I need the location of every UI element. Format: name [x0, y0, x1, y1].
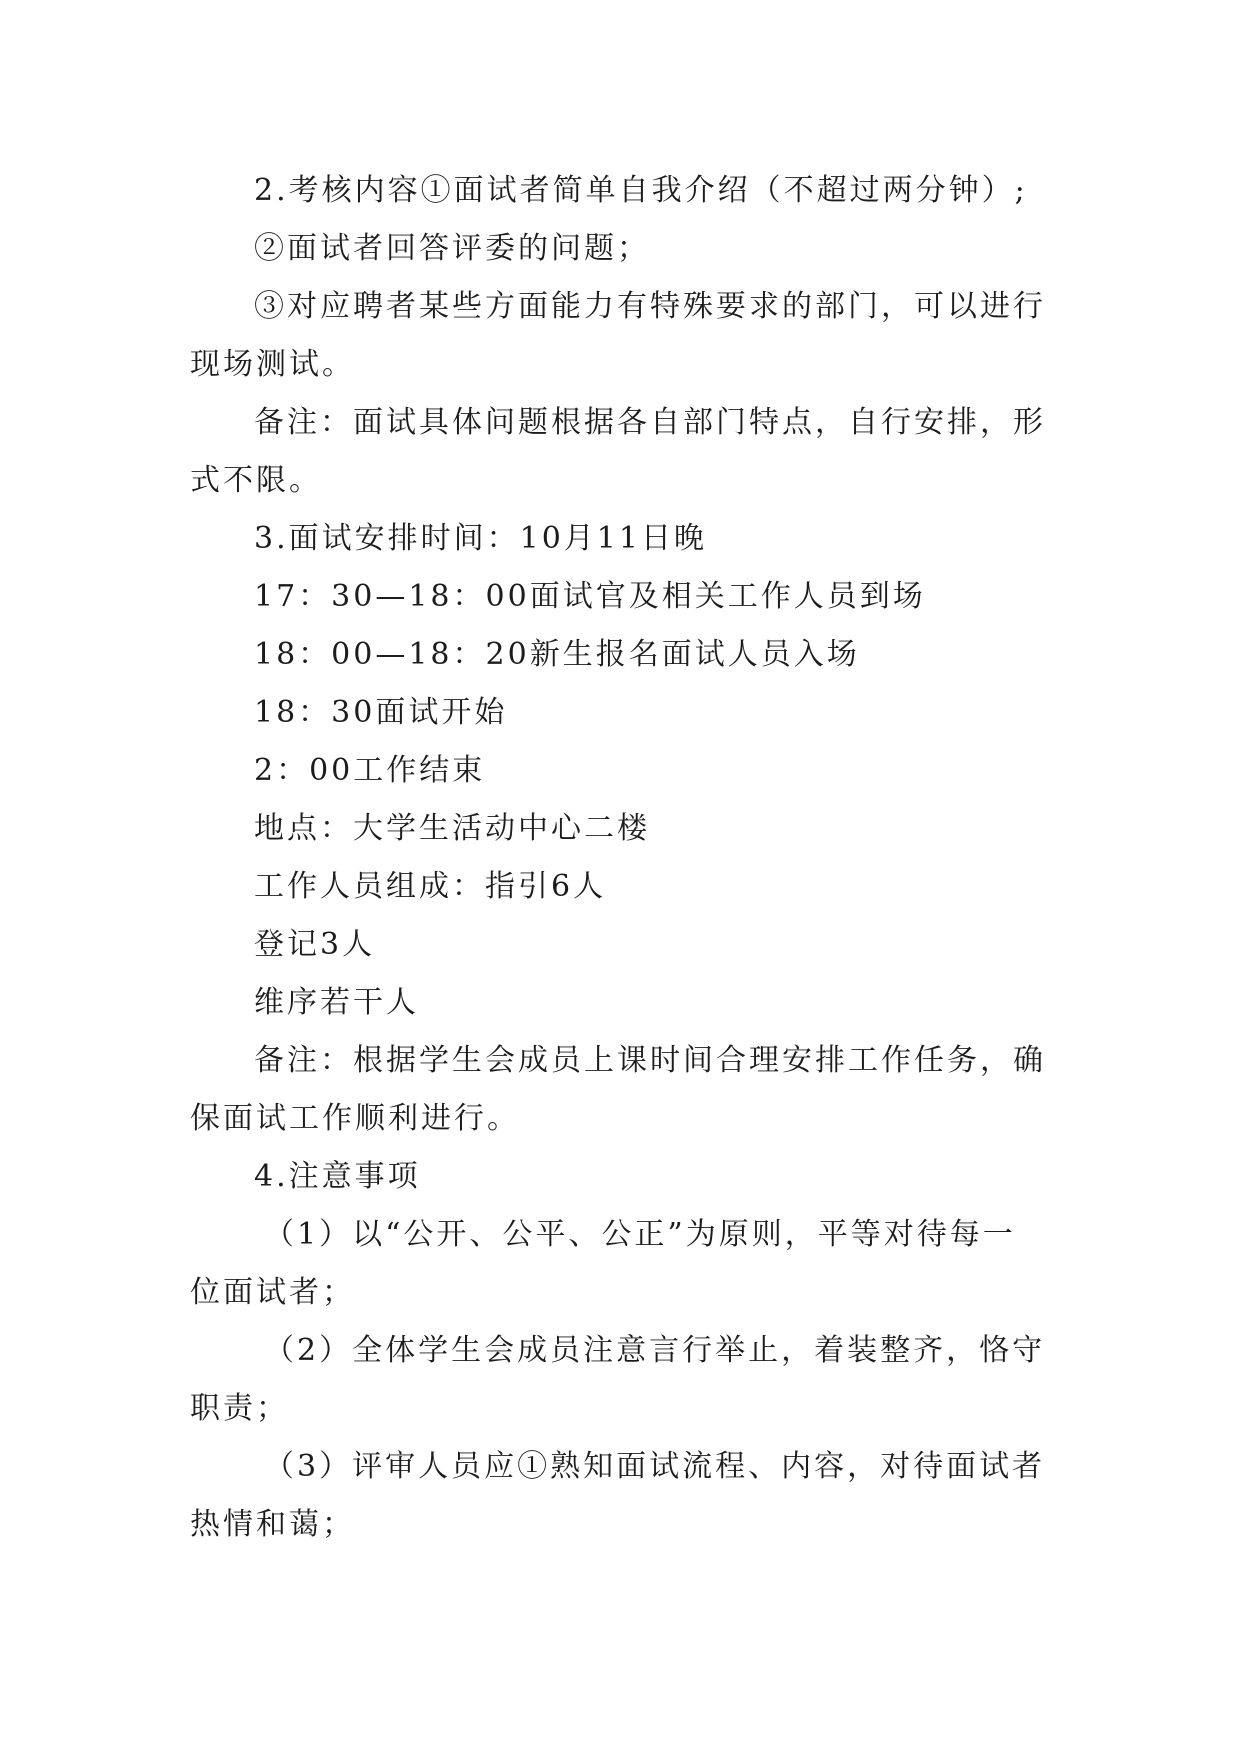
text-line: 现场测试。 [190, 347, 355, 382]
text-line: 维序若干人 [254, 985, 419, 1020]
text-line: 17：30—18：00面试官及相关工作人员到场 [254, 579, 926, 614]
text-line: 地点：大学生活动中心二楼 [254, 811, 650, 846]
text-line: 2.考核内容①面试者简单自我介绍（不超过两分钟）; [254, 173, 1028, 208]
text-line: 热情和蔼； [190, 1507, 355, 1542]
text-line: （3）评审人员应①熟知面试流程、内容，对待面试者 [264, 1449, 1046, 1484]
text-line: 备注：根据学生会成员上课时间合理安排工作任务，确 [254, 1043, 1046, 1078]
text-line: （2）全体学生会成员注意言行举止，着装整齐，恪守 [264, 1333, 1046, 1368]
text-line: 18：30面试开始 [254, 695, 508, 730]
text-line: 备注：面试具体问题根据各自部门特点，自行安排，形 [254, 405, 1046, 440]
text-line: 工作人员组成：指引6人 [254, 869, 607, 904]
text-line: 式不限。 [190, 463, 322, 498]
text-line: ②面试者回答评委的问题； [254, 231, 650, 266]
text-line: 位面试者； [190, 1275, 355, 1310]
text-line: 3.面试安排时间：10月11日晚 [254, 521, 707, 556]
text-line: ③对应聘者某些方面能力有特殊要求的部门，可以进行 [254, 289, 1046, 324]
text-line: 2：00工作结束 [254, 753, 486, 788]
text-line: （1）以“公开、公平、公正”为原则，平等对待每一 [264, 1217, 1016, 1252]
text-line: 保面试工作顺利进行。 [190, 1101, 520, 1136]
text-line: 18：00—18：20新生报名面试人员入场 [254, 637, 860, 672]
text-line: 职责； [190, 1391, 289, 1426]
text-line: 4.注意事项 [254, 1159, 421, 1194]
document-body [190, 162, 1050, 1554]
text-line: 登记3人 [254, 927, 376, 962]
